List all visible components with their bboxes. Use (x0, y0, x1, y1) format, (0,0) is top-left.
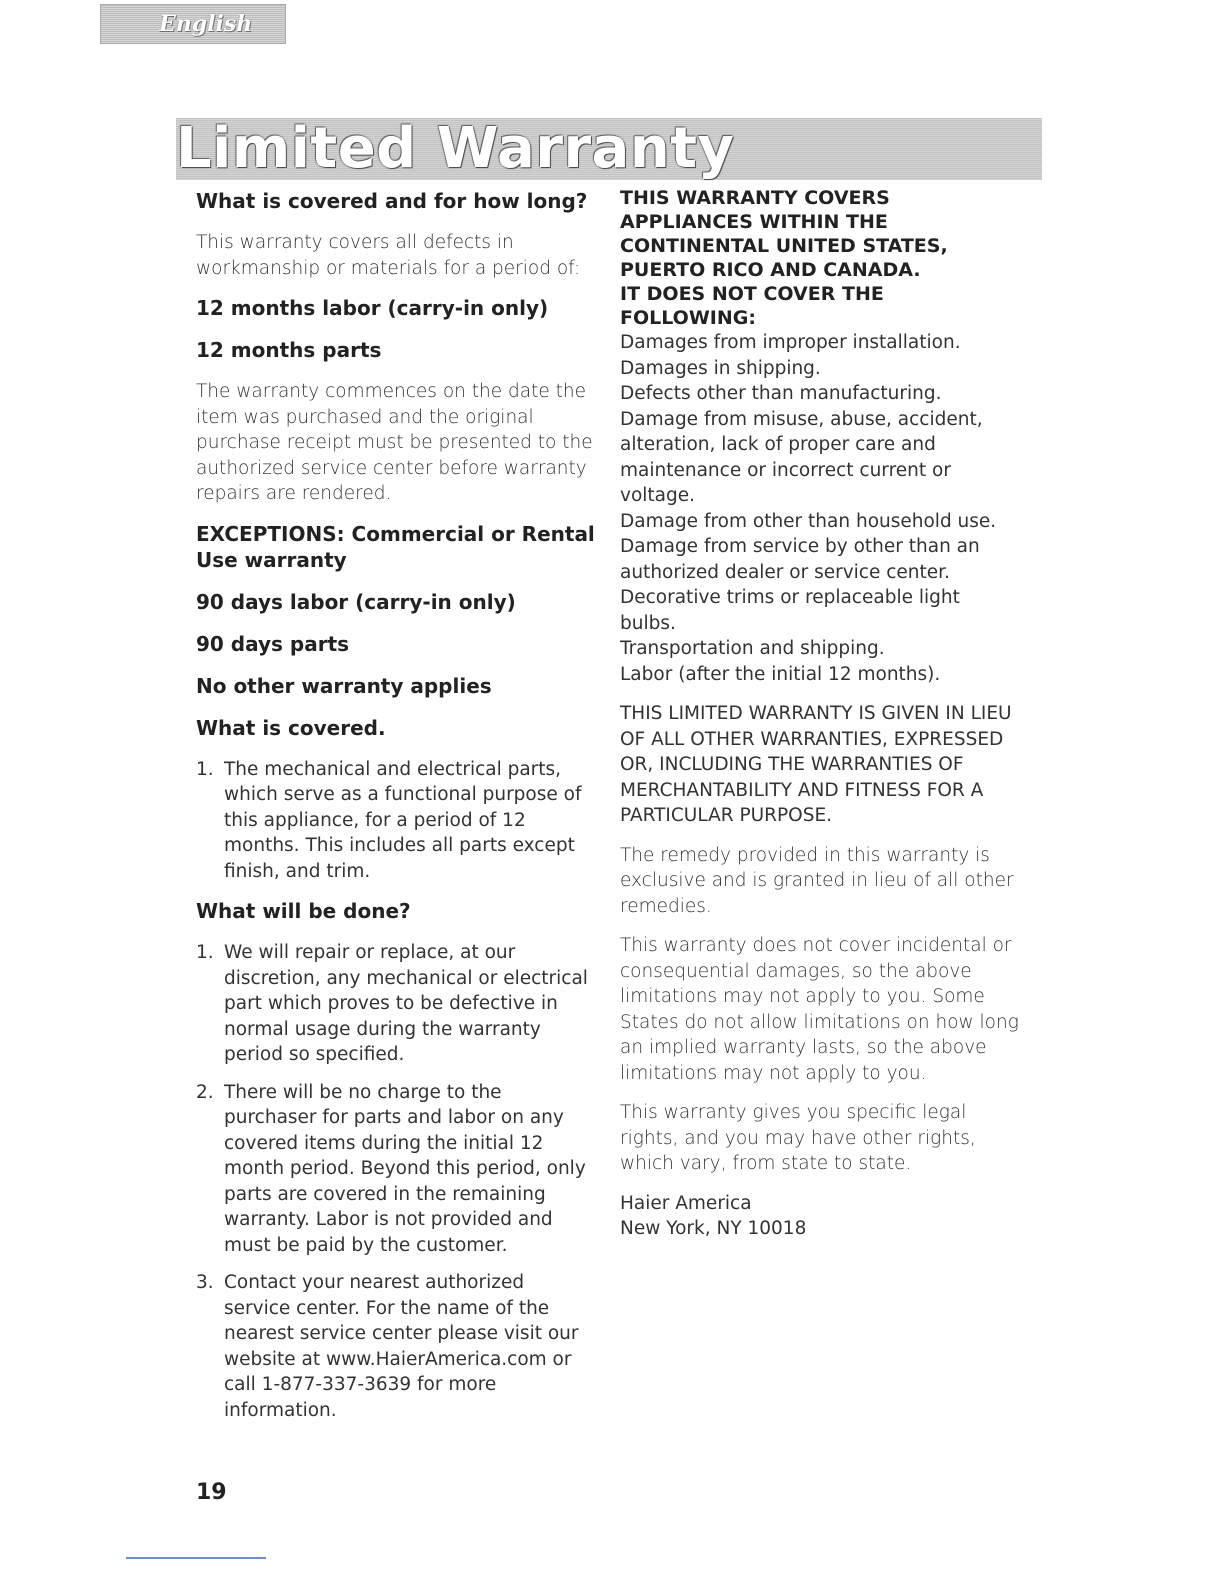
list-number: 3. (196, 1272, 214, 1293)
list-number: 1. (196, 942, 214, 963)
company-address: New York, NY 10018 (620, 1218, 807, 1239)
list-item (196, 940, 596, 1068)
heading-what-will-be-done: What will be done? (196, 899, 411, 923)
list-item: Damage from service by other than an authorized dealer or service center. (620, 536, 980, 583)
language-tab (100, 4, 286, 44)
heading-what-is-covered: What is covered. (196, 715, 386, 740)
list-item: Decorative trims or replaceable light bulbs. (620, 587, 960, 634)
page-number: 19 (196, 1480, 227, 1505)
heading-90-days-labor: 90 days labor (carry-in only) (196, 589, 516, 614)
heading-90-days-parts: 90 days parts (196, 631, 350, 656)
list-text: The mechanical and electrical parts, which serve as a functional purpose of this appliance, for a period of 12 months. This includes all parts except finish, and trim. (224, 758, 582, 882)
list-number: 1. (196, 758, 214, 780)
done-list (196, 940, 596, 1423)
company-name: Haier America (620, 1192, 752, 1214)
covered-list (196, 757, 596, 885)
footer-divider (126, 1557, 266, 1559)
not-covered-heading: IT DOES NOT COVER THE FOLLOWING: (620, 283, 884, 329)
list-item: Defects other than manufacturing. (620, 383, 942, 404)
left-column (196, 188, 596, 1437)
page-title: Limited Warranty (176, 116, 735, 181)
list-item: Transportation and shipping. (620, 638, 885, 659)
heading-12-months-labor: 12 months labor (carry-in only) (196, 296, 549, 320)
remedy-paragraph: The remedy provided in this warranty is exclusive and is granted in lieu of all other remedies. (620, 844, 1014, 917)
heading-exceptions: EXCEPTIONS: Commercial or Rental Use warranty (196, 521, 595, 572)
rights-paragraph: This warranty gives you specific legal rights, and you may have other rights, which vary, from state to state. (620, 1102, 976, 1174)
list-item (196, 757, 596, 885)
lieu-paragraph: THIS LIMITED WARRANTY IS GIVEN IN LIEU OF ALL OTHER WARRANTIES, EXPRESSED OR, INCLUDING THE WARRANTIES OF MERCHANTABILITY AND FITNESS FOR A PARTICULAR PURPOSE. (620, 703, 1012, 826)
list-text: There will be no charge to the purchaser for parts and labor on any covered items during the initial 12 month period. Beyond this period, only parts are covered in the remaining warranty. Labor is not provided and must be paid by the customer. (224, 1081, 586, 1256)
coverage-heading: THIS WARRANTY COVERS APPLIANCES WITHIN THE CONTINENTAL UNITED STATES, PUERTO RICO AND CANADA. (620, 187, 948, 281)
list-item: Damage from other than household use. (620, 510, 997, 532)
list-text: We will repair or replace, at our discretion, any mechanical or electrical part which proves to be defective in normal usage during the warranty period so specified. (224, 942, 588, 1065)
list-item (196, 1080, 596, 1259)
list-item: Damages in shipping. (620, 357, 821, 379)
right-column (620, 186, 1020, 1242)
heading-no-other-warranty: No other warranty applies (196, 673, 492, 698)
incidental-paragraph: This warranty does not cover incidental or consequential damages, so the above limitations may not apply to you. Some States do not allow limitations on how long an implied warranty lasts, so the above limitations may not apply to you. (620, 935, 1019, 1084)
language-label: English (159, 11, 253, 37)
commences-paragraph: The warranty commences on the date the item was purchased and the original purchase receipt must be presented to the authorized service center before warranty repairs are rendered. (196, 381, 593, 504)
list-text: Contact your nearest authorized service center. For the name of the nearest service center please visit our website at www.HaierAmerica.com or call 1-877-337-3639 for more information. (224, 1272, 579, 1421)
list-item (196, 1270, 596, 1423)
list-item: Damages from improper installation. (620, 332, 961, 353)
intro-paragraph: This warranty covers all defects in workmanship or materials for a period of: (196, 232, 581, 279)
exclusions-list (620, 330, 1020, 687)
list-number: 2. (196, 1081, 214, 1103)
list-item: Damage from misuse, abuse, accident, alteration, lack of proper care and maintenance or incorrect current or voltage. (620, 408, 983, 506)
heading-12-months-parts: 12 months parts (196, 338, 382, 362)
list-item: Labor (after the initial 12 months). (620, 663, 941, 685)
heading-covered-long: What is covered and for how long? (196, 189, 588, 213)
